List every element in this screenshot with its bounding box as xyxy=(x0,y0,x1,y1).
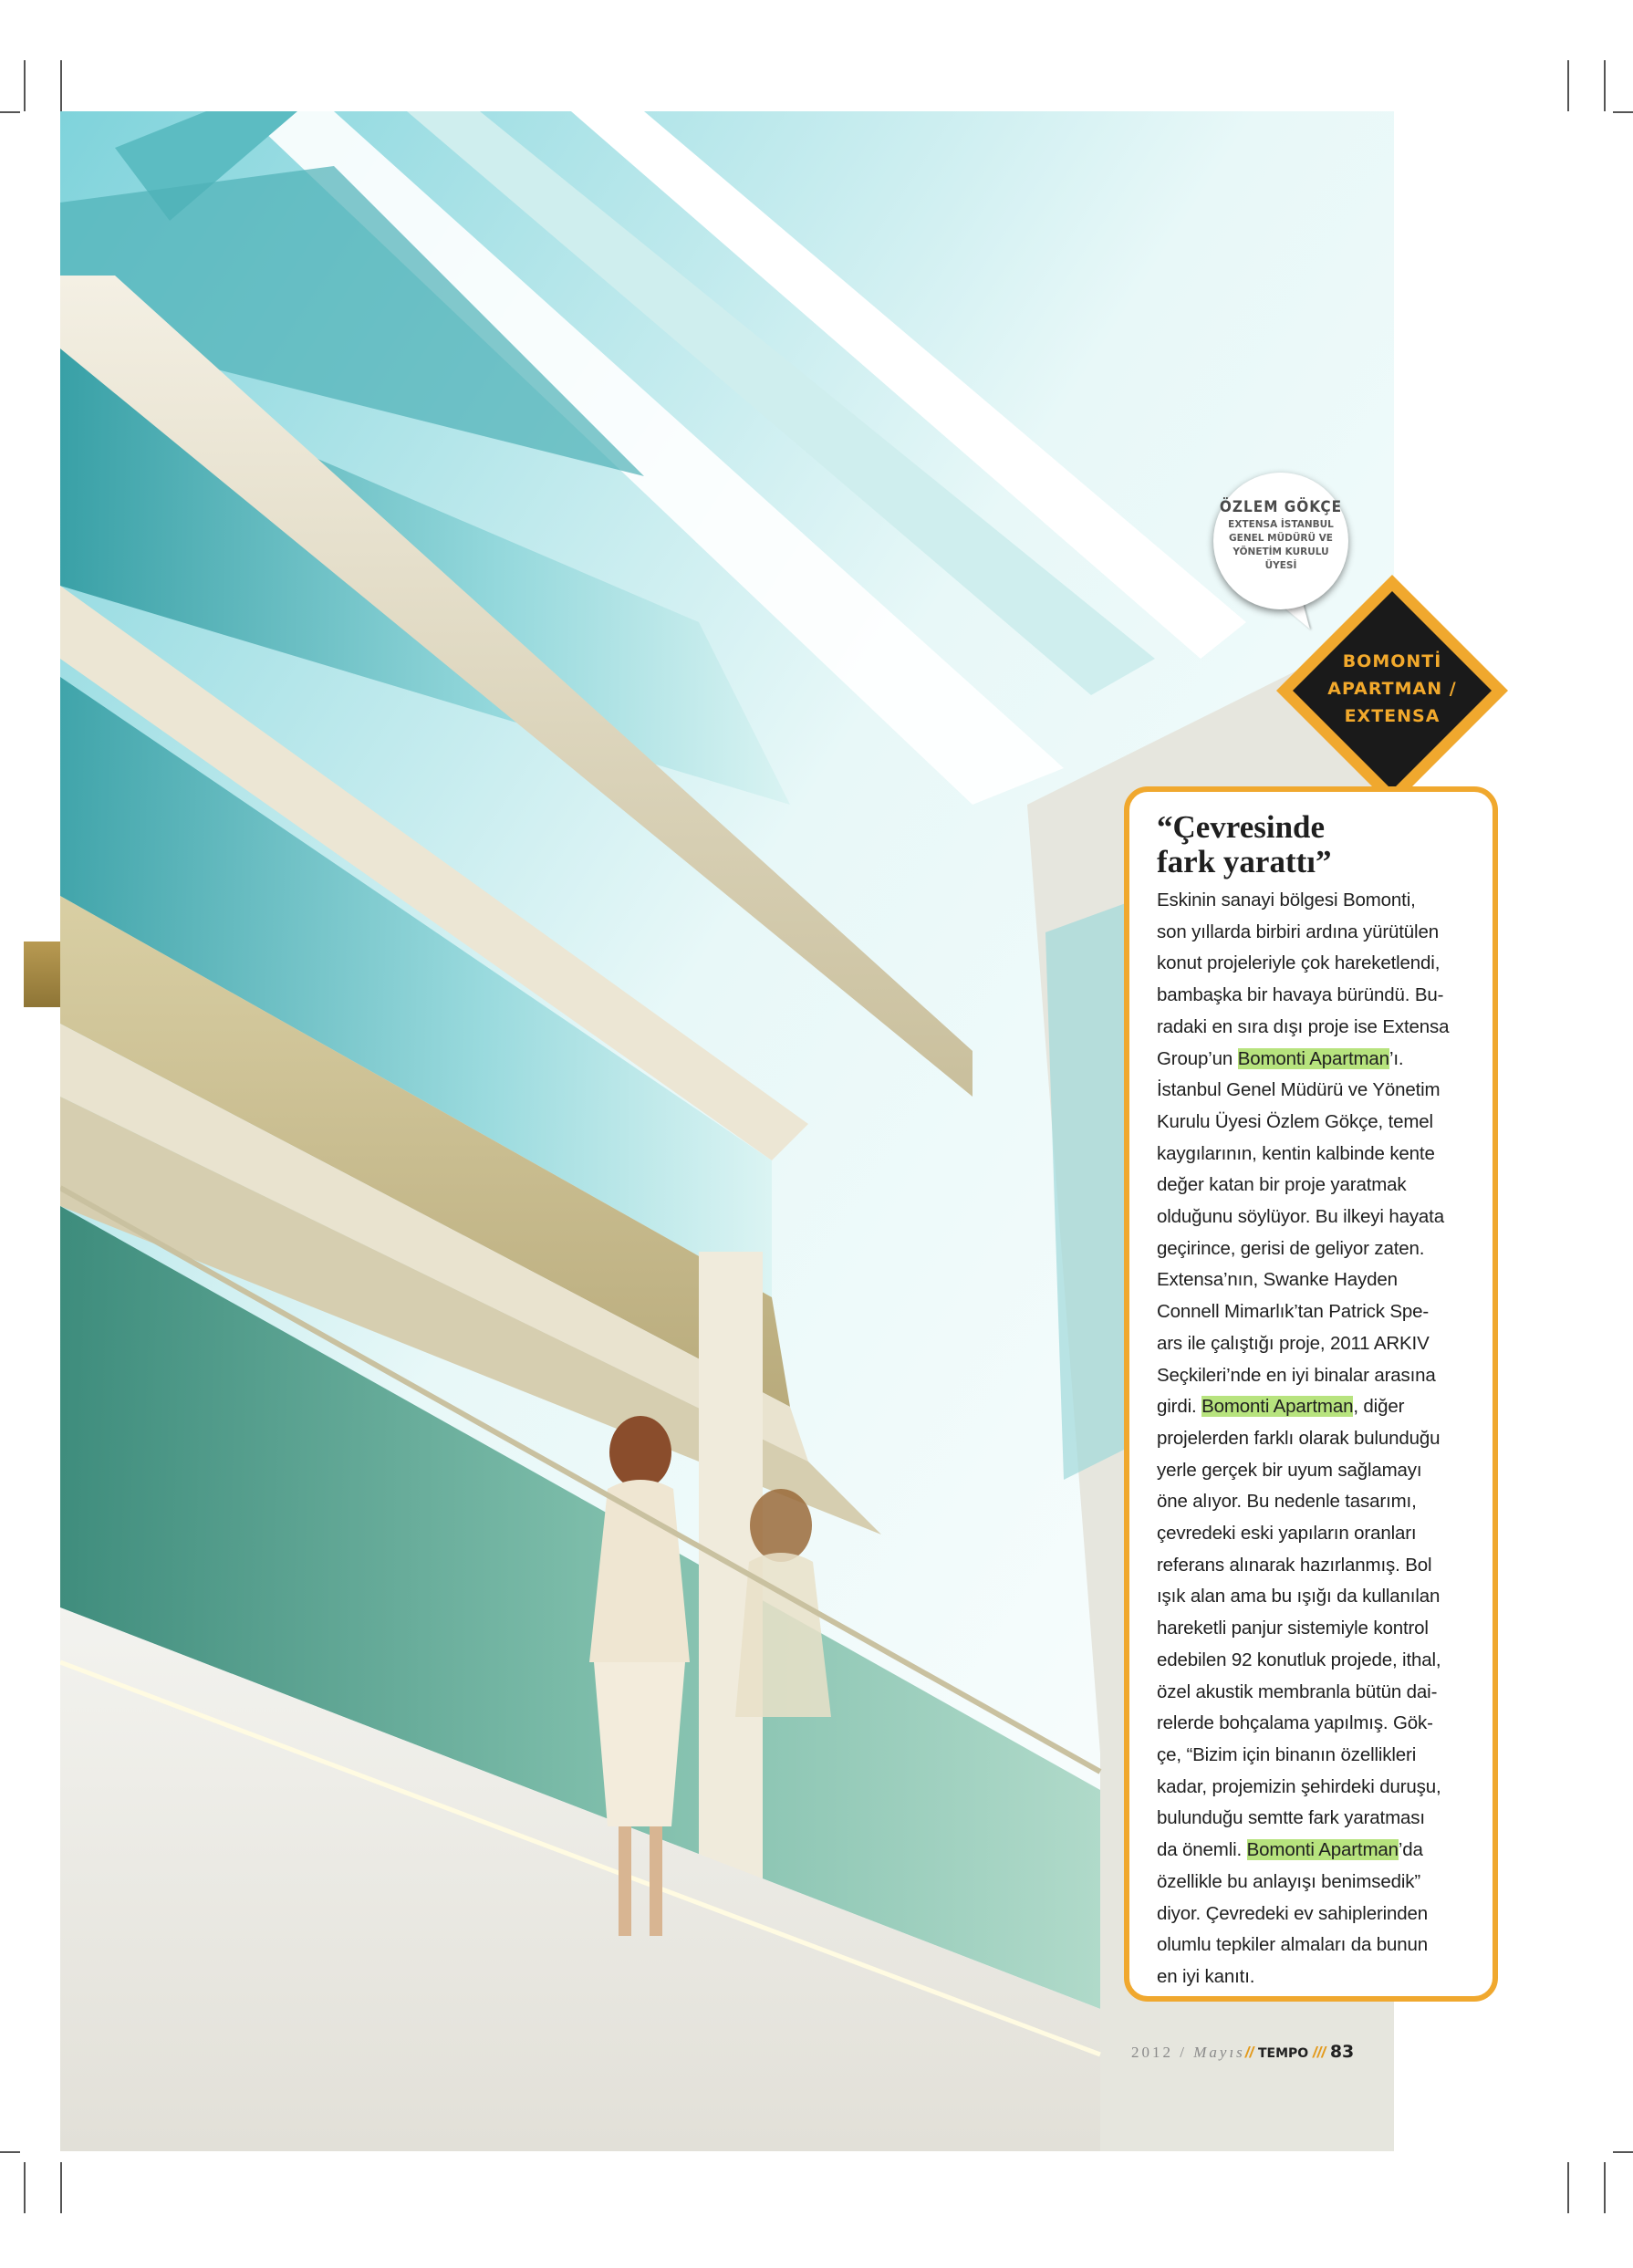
article-body-line xyxy=(1157,1044,1471,1076)
article-body-line: edebilen 92 konutluk projede, ithal, xyxy=(1157,1649,1441,1670)
article-body-line: diyor. Çevredeki ev sahiplerinden xyxy=(1157,1902,1429,1924)
article-body-line: referans alınarak hazırlanmış. Bol xyxy=(1157,1554,1432,1576)
article-box xyxy=(1124,786,1498,2002)
article-body-line: Extensa’nın, Swanke Hayden xyxy=(1157,1269,1398,1291)
article-text: , diğer xyxy=(1353,1396,1405,1418)
footer-year: 2012 xyxy=(1131,2044,1173,2061)
crop-mark xyxy=(60,2162,62,2213)
page-edge-tab xyxy=(24,942,60,1007)
crop-mark xyxy=(1567,2162,1569,2213)
article-body-line: hareketli panjur sistemiyle kontrol xyxy=(1157,1618,1429,1639)
person-title xyxy=(1213,518,1348,573)
article-body-line: Eskinin sanayi bölgesi Bomonti, xyxy=(1157,890,1416,910)
article-body-line: kadar, projemizin şehirdeki duruşu, xyxy=(1157,1775,1441,1797)
article-body xyxy=(1157,885,1471,1993)
crop-mark xyxy=(24,60,26,111)
crop-mark xyxy=(0,2151,20,2153)
crop-mark xyxy=(1613,2151,1633,2153)
person-title-line: EXTENSA İSTANBUL xyxy=(1228,519,1334,530)
article-body-line: Seçkileri’nde en iyi binalar arasına xyxy=(1157,1364,1436,1386)
footer-separator: / xyxy=(1173,2044,1194,2061)
road-sign-line: EXTENSA xyxy=(1344,706,1441,726)
article-headline xyxy=(1157,810,1471,879)
crop-mark xyxy=(1604,2162,1606,2213)
article-body-line: ars ile çalıştığı proje, 2011 ARKIV xyxy=(1157,1332,1430,1354)
person-title-line: GENEL MÜDÜRÜ VE xyxy=(1229,533,1333,544)
article-body-line: olduğunu söylüyor. Bu ilkeyi hayata xyxy=(1157,1206,1444,1228)
page-number: 83 xyxy=(1329,2042,1355,2062)
article-text: ’ı. xyxy=(1389,1047,1404,1069)
article-text: ’da xyxy=(1398,1839,1423,1861)
page-footer xyxy=(1131,2042,1354,2062)
highlighted-project-name: Bomonti Apartman xyxy=(1201,1396,1354,1418)
article-body-line: konut projeleriyle çok hareketlendi, xyxy=(1157,952,1441,974)
article-body-line: çe, “Bizim için binanın özellikleri xyxy=(1157,1743,1417,1765)
highlighted-project-name: Bomonti Apartman xyxy=(1246,1839,1399,1861)
article-text: girdi. xyxy=(1157,1396,1202,1418)
article-body-line: Kurulu Üyesi Özlem Gökçe, temel xyxy=(1157,1110,1433,1132)
crop-mark xyxy=(0,111,20,113)
article-body-line: kaygılarının, kentin kalbinde kente xyxy=(1157,1142,1435,1164)
crop-mark xyxy=(60,60,62,111)
article-body-line: bambaşka bir havaya büründü. Bu- xyxy=(1157,984,1444,1006)
crop-mark xyxy=(1567,60,1569,111)
footer-brand: TEMPO xyxy=(1257,2046,1309,2061)
article-body-line: İstanbul Genel Müdürü ve Yönetim xyxy=(1157,1079,1441,1101)
footer-separator: // xyxy=(1244,2044,1254,2061)
article-body-line: radaki en sıra dışı proje ise Extensa xyxy=(1157,1015,1450,1037)
article-body-line: özel akustik membranla bütün dai- xyxy=(1157,1680,1438,1702)
article-body-line: değer katan bir proje yaratmak xyxy=(1157,1174,1407,1196)
article-body-line: bulunduğu semtte fark yaratması xyxy=(1157,1807,1425,1829)
article-body-line: çevredeki eski yapıların oranları xyxy=(1157,1523,1417,1545)
highlighted-project-name: Bomonti Apartman xyxy=(1237,1047,1389,1069)
person-title-line: YÖNETİM KURULU xyxy=(1233,546,1329,557)
footer-separator: /// xyxy=(1308,2044,1326,2061)
article-body-line: relerde bohçalama yapılmış. Gök- xyxy=(1157,1712,1433,1734)
article-body-line: projelerden farklı olarak bulunduğu xyxy=(1157,1427,1441,1449)
article-body-line xyxy=(1157,1835,1471,1867)
article-body-line: geçirince, gerisi de geliyor zaten. xyxy=(1157,1237,1425,1259)
article-body-line xyxy=(1157,1391,1471,1423)
article-body-line: ışık alan ama bu ışığı da kullanılan xyxy=(1157,1586,1441,1607)
crop-mark xyxy=(1613,111,1633,113)
article-text: Group’un xyxy=(1157,1047,1238,1069)
headline-line: “Çevresinde xyxy=(1157,809,1326,845)
road-sign-label xyxy=(1314,648,1471,730)
article-body-line: özellikle bu anlayışı benimsedik” xyxy=(1157,1870,1421,1892)
article-body-line: en iyi kanıtı. xyxy=(1157,1965,1255,1987)
article-body-line: olumlu tepkiler almaları da bunun xyxy=(1157,1934,1429,1956)
article-body-line: öne alıyor. Bu nedenle tasarımı, xyxy=(1157,1491,1417,1513)
road-sign-line: APARTMAN / xyxy=(1327,679,1457,699)
article-body-line: son yıllarda birbiri ardına yürütülen xyxy=(1157,921,1439,942)
article-text: da önemli. xyxy=(1157,1839,1247,1861)
article-body-line: yerle gerçek bir uyum sağlamayı xyxy=(1157,1459,1422,1481)
crop-mark xyxy=(1604,60,1606,111)
article-body-line: Connell Mimarlık’tan Patrick Spe- xyxy=(1157,1301,1430,1323)
headline-line: fark yarattı” xyxy=(1157,844,1332,879)
person-name: ÖZLEM GÖKÇE xyxy=(1219,498,1343,516)
person-title-line: ÜYESİ xyxy=(1264,560,1297,571)
crop-mark xyxy=(24,2162,26,2213)
footer-month: Mayıs xyxy=(1193,2044,1245,2061)
road-sign-line: BOMONTİ xyxy=(1342,651,1442,671)
